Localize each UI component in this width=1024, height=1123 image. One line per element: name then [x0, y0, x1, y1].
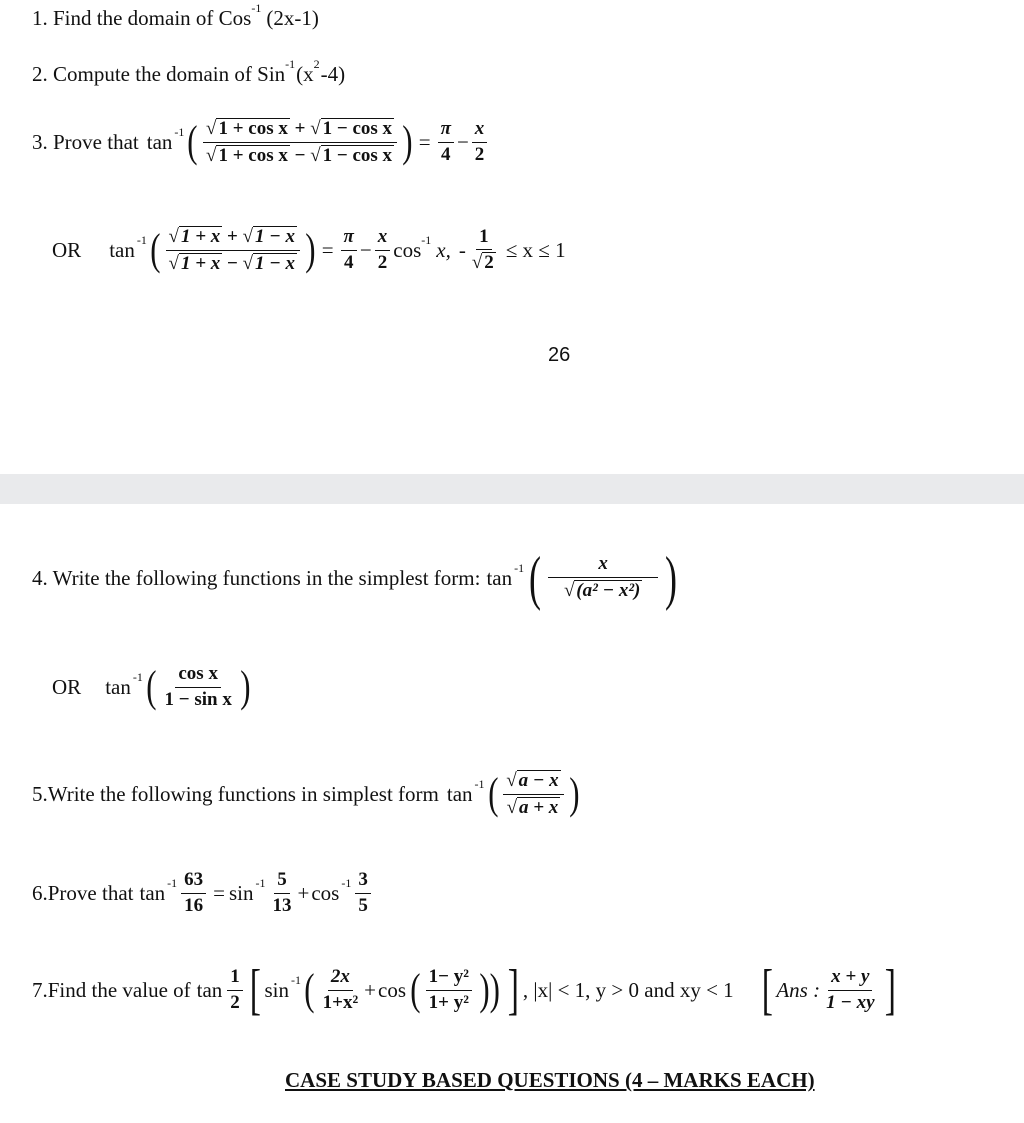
q3-sup: -1: [174, 124, 185, 139]
q3-or-range-frac: $\frac{1}{√ 2}$: [471, 225, 494, 274]
q2-text: 2. Compute the domain of Sin: [32, 62, 286, 86]
q6-frac2: $\frac{5}{13}$: [272, 869, 292, 916]
q3-rparen: ): [402, 117, 413, 167]
q3-num-a: 1 + cos x: [218, 118, 288, 139]
q7-text: 7.Find the value of: [32, 977, 191, 1002]
q7-rparen2: )): [479, 965, 500, 1014]
question-4: 4. Write the following functions in the simplest form: tan -1 ( $\frac{x}{\text{√ (a² − x²)}}$ ): [32, 545, 678, 611]
q3-den-a: 1 + cos x: [218, 144, 288, 166]
q7-condition: , |x| < 1, y > 0 and xy < 1: [522, 977, 734, 1002]
q4-or-rparen: ): [240, 662, 251, 712]
question-2: [32, 57, 346, 87]
q7-ans-fraction: $\frac{x + y}{1 - xy}$: [826, 965, 875, 1013]
q3-text: 3. Prove that: [32, 129, 139, 154]
q4-fraction: $\frac{x}{\text{√ (a² − x²)}}$: [548, 554, 658, 602]
question-3: 3. Prove that tan -1 ( $\frac{\text{√ 1 + cos x + √ 1 − cos x}}{\text{√ 1 + cos x − √ 1 − cos x}}$ ) = $\frac{\pi}{4}$ − $\frac{x}{2}$: [32, 118, 490, 167]
question-6: 6.Prove that tan -1 $\frac{63}{16}$ = sin -1 $\frac{5}{13}$ + cos -1 $\frac{3}{5}$: [32, 870, 374, 917]
q3-or-lparen: (: [150, 225, 161, 275]
section-heading: CASE STUDY BASED QUESTIONS (4 – MARKS EACH): [285, 1068, 815, 1092]
q3-or-fn: tan: [109, 237, 135, 262]
q7-lparen: (: [304, 965, 315, 1014]
q3-or-sup: -1: [136, 232, 147, 247]
q1-text: 1. Find the domain of Cos: [32, 6, 252, 30]
q3-lparen: (: [187, 117, 198, 167]
q7-frac2: $\frac{\text{1− y²}}{\text{1+ y²}}$: [426, 967, 472, 1014]
q5-rparen: ): [568, 769, 580, 819]
q1-arg: (2x-1): [266, 6, 319, 30]
q5-text: 5.Write the following functions in simplest form: [32, 781, 439, 806]
q7-frac1: $\frac{2x}{\text{1+x²}}$: [322, 965, 359, 1013]
q3-num-b: 1 − cos x: [322, 118, 393, 139]
q4-lparen: (: [529, 545, 542, 611]
q3-or-rparen: ): [305, 225, 316, 275]
question-4-or: OR tan -1 ( $\frac{\text{cos x}}{\text{1 − sin x}}$ ): [52, 662, 251, 712]
question-3-or: OR tan -1 ( $\frac{√ 1 + x + √ 1 - x}{√ 1 + x - √ 1 - x}$ ) = $\frac{\pi}{4}$ − $\frac{x}{2}$ cos -1 x, - $\frac{1}{√ 2}$ ≤ x ≤ 1: [52, 225, 566, 275]
q4-or-lparen: (: [146, 662, 157, 712]
q3-fn: tan: [146, 129, 173, 154]
q7-lparen2: (: [410, 965, 421, 1014]
q7-half: $\frac{1}{2}$: [227, 967, 243, 1014]
question-5: 5.Write the following functions in simplest form tan -1 ( $\frac{√ a - x}{√ a + x}$ ): [32, 769, 580, 819]
q3-rhs-frac2: $\frac{x}{2}$: [472, 119, 488, 166]
q7-lbracket: [: [249, 959, 261, 1021]
q3-or-main-fraction: $\frac{√ 1 + x + √ 1 - x}{√ 1 + x - √ 1 - x}$: [166, 226, 301, 275]
q7-ans-label: Ans :: [776, 977, 821, 1002]
q4-or-label: OR: [52, 674, 82, 699]
q3-or-rhs-frac1: $\frac{\pi}{4}$: [341, 227, 357, 274]
q5-fraction: $\frac{√ a - x}{√ a + x}$: [503, 770, 563, 819]
q4-text: 4. Write the following functions in the simplest form:: [32, 565, 481, 590]
page-number: 26: [548, 344, 571, 366]
q2-pow: 2: [313, 57, 320, 71]
question-7: 7.Find the value of tan $\frac{1}{2}$ [ sin -1 ( $\frac{2x}{\text{1+x²}}$ + cos ( $\frac{\text{1− y²}}{\text{1+ y²}}$ )) ] , |x| < 1, y > 0 and xy < 1 [ Ans : $\frac{x + y}{1 - xy}$ ]: [32, 959, 896, 1021]
q2-arg: (x: [296, 62, 314, 86]
q6-frac1: $\frac{63}{16}$: [181, 870, 206, 917]
q4-rparen: ): [665, 545, 678, 611]
q5-lparen: (: [487, 769, 498, 819]
question-1: [32, 1, 319, 31]
q3-or-range-tail: ≤ x ≤ 1: [505, 237, 566, 262]
q6-frac3: $\frac{3}{5}$: [355, 870, 371, 917]
q6-text: 6.Prove that: [32, 880, 134, 905]
q3-rhs-frac1: $\frac{\pi}{4}$: [438, 119, 454, 166]
q3-or-label: OR: [52, 237, 82, 262]
q3-or-rhs-frac2: $\frac{x}{2}$: [375, 227, 391, 274]
page-break: [0, 474, 1024, 504]
q3-main-fraction: $\frac{\text{√ 1 + cos x + √ 1 − cos x}}{\text{√ 1 + cos x − √ 1 − cos x}}$: [203, 118, 397, 167]
q7-rbracket: ]: [507, 959, 520, 1021]
q2-sup: -1: [285, 57, 296, 71]
q1-sup: -1: [251, 1, 262, 15]
q7-ans-lbracket: [: [761, 959, 773, 1021]
q3-den-b: 1 − cos x: [322, 144, 393, 166]
q4-or-fraction: $\frac{\text{cos x}}{\text{1 − sin x}}$: [164, 663, 232, 710]
q2-tail: -4): [320, 62, 346, 86]
q7-ans-rbracket: ]: [884, 959, 896, 1021]
